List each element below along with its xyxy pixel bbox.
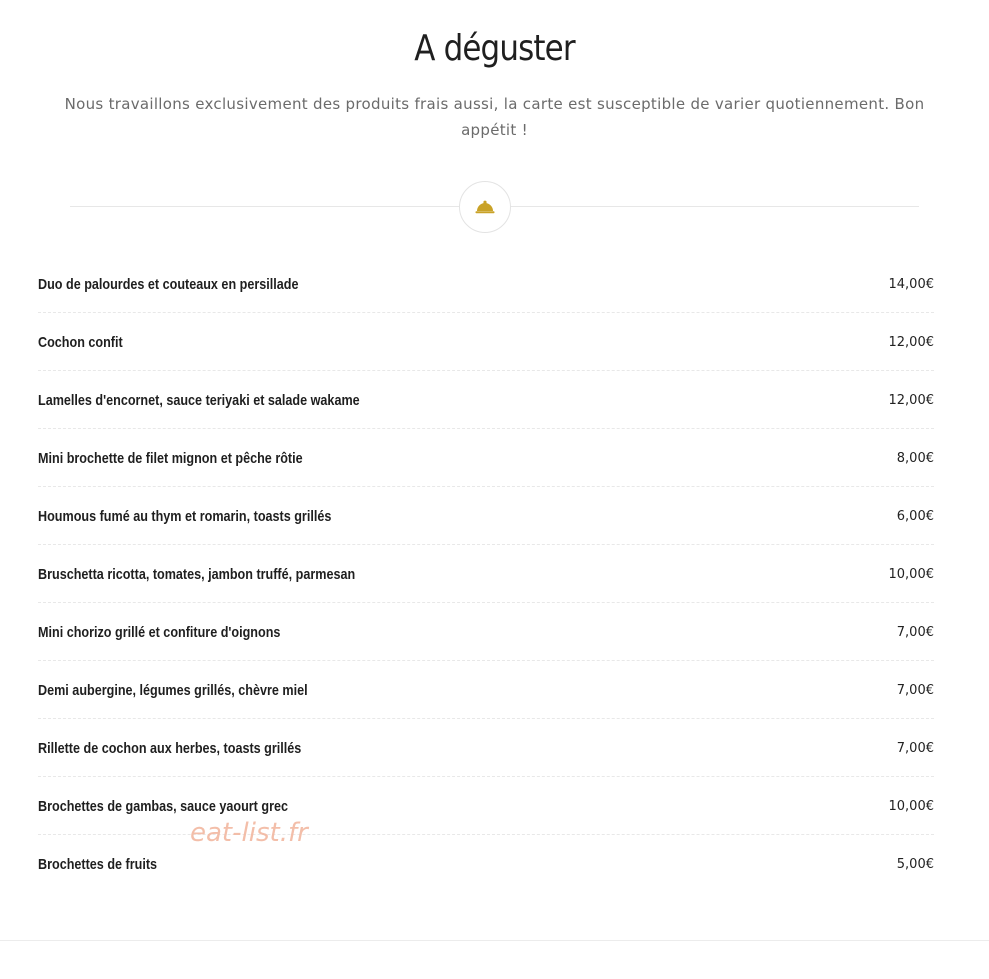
menu-item-name: Cochon confit xyxy=(38,334,123,351)
menu-item xyxy=(38,255,934,313)
menu-item-name: Duo de palourdes et couteaux en persillade xyxy=(38,276,299,293)
menu-item-price: 12,00€ xyxy=(888,393,934,408)
menu-item xyxy=(38,661,934,719)
menu-item xyxy=(38,313,934,371)
menu-item-price: 8,00€ xyxy=(896,451,934,466)
menu-item-name: Rillette de cochon aux herbes, toasts grillés xyxy=(38,740,302,757)
menu-item-name: Demi aubergine, légumes grillés, chèvre miel xyxy=(38,682,308,699)
menu-item-price: 10,00€ xyxy=(888,567,934,582)
cloche-icon xyxy=(475,200,495,214)
menu-item-name: Lamelles d'encornet, sauce teriyaki et salade wakame xyxy=(38,392,360,409)
menu-item-name: Mini brochette de filet mignon et pêche rôtie xyxy=(38,450,303,467)
menu-item-price: 5,00€ xyxy=(896,857,934,872)
watermark: eat-list.fr xyxy=(190,818,308,848)
menu-item xyxy=(38,835,934,892)
menu-item xyxy=(38,777,934,835)
menu-item xyxy=(38,603,934,661)
menu-item xyxy=(38,429,934,487)
menu-list xyxy=(38,255,934,892)
menu-item xyxy=(38,371,934,429)
menu-item-price: 6,00€ xyxy=(896,509,934,524)
menu-item-price: 10,00€ xyxy=(888,799,934,814)
menu-item-price: 12,00€ xyxy=(888,335,934,350)
menu-item xyxy=(38,487,934,545)
menu-item-name: Brochettes de fruits xyxy=(38,856,158,873)
divider-badge xyxy=(459,181,511,233)
menu-item xyxy=(38,719,934,777)
menu-item xyxy=(38,545,934,603)
page-title: A déguster xyxy=(414,28,575,69)
menu-item-price: 7,00€ xyxy=(896,741,934,756)
footer-divider xyxy=(0,940,989,941)
menu-item-name: Brochettes de gambas, sauce yaourt grec xyxy=(38,798,289,815)
menu-item-name: Mini chorizo grillé et confiture d'oignons xyxy=(38,624,281,641)
menu-item-price: 14,00€ xyxy=(888,277,934,292)
menu-item-name: Bruschetta ricotta, tomates, jambon truffé, parmesan xyxy=(38,566,356,583)
menu-item-price: 7,00€ xyxy=(896,625,934,640)
menu-item-price: 7,00€ xyxy=(896,683,934,698)
page-subtitle: Nous travaillons exclusivement des produits frais aussi, la carte est susceptible de varier quotiennement. Bon appétit ! xyxy=(64,95,925,139)
menu-item-name: Houmous fumé au thym et romarin, toasts grillés xyxy=(38,508,332,525)
